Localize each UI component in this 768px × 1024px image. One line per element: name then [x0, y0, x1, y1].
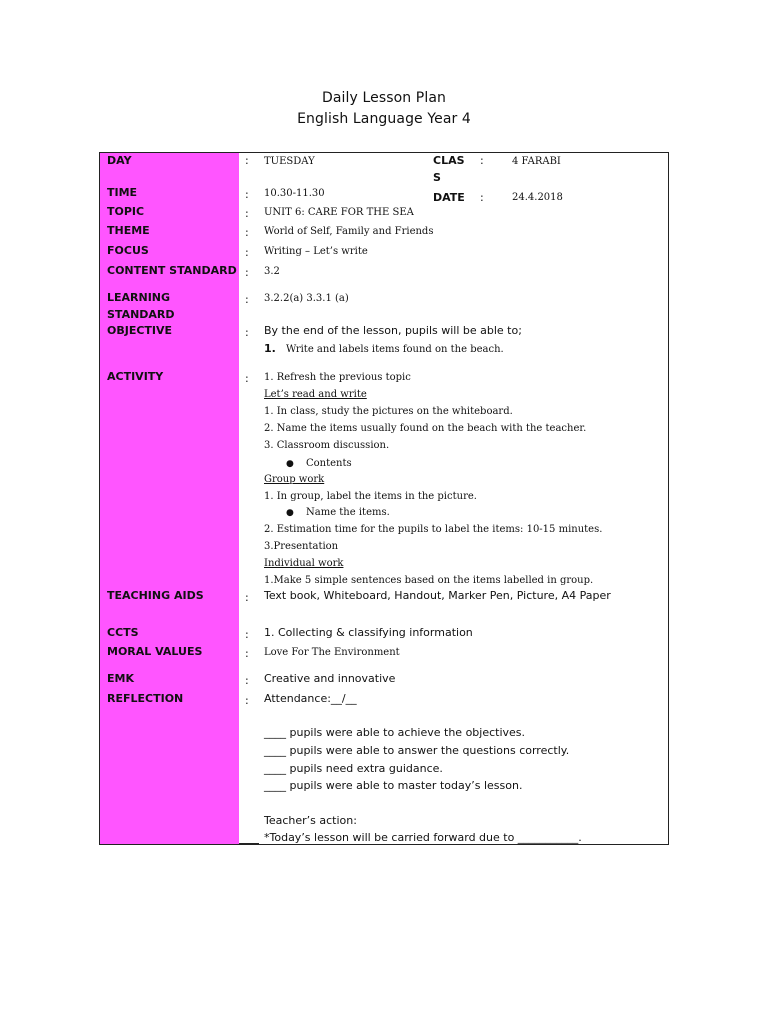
- activity-subheading: Let’s read and write: [264, 389, 367, 400]
- ccts-label: CCTS: [107, 626, 139, 639]
- focus-colon: :: [245, 246, 249, 259]
- activity-subheading: Individual work: [264, 558, 344, 569]
- objective-item: [264, 341, 504, 358]
- learning-standard-label-line1: LEARNING: [107, 291, 171, 304]
- document-title: Daily Lesson Plan: [321, 90, 446, 106]
- focus-label: FOCUS: [107, 244, 149, 257]
- date-label: DATE: [433, 191, 465, 204]
- topic-value: UNIT 6: CARE FOR THE SEA: [264, 207, 414, 218]
- activity-line: 1.Make 5 simple sentences based on the items labelled in group.: [264, 575, 594, 586]
- teacher-action-label: Teacher’s action:: [264, 814, 357, 827]
- activity-line: 2. Estimation time for the pupils to label the items: 10-15 minutes.: [264, 524, 603, 535]
- objective-item-number: 1.: [264, 342, 276, 355]
- activity-line: 2. Name the items usually found on the beach with the teacher.: [264, 423, 587, 434]
- activity-bullet-text: Name the items.: [306, 507, 390, 518]
- moral-values-label: MORAL VALUES: [107, 645, 203, 658]
- activity-colon: :: [245, 372, 249, 385]
- learning-standard-label-line2: STANDARD: [107, 308, 175, 321]
- class-label-line2: S: [433, 171, 441, 184]
- emk-value: Creative and innovative: [264, 672, 396, 685]
- theme-value: World of Self, Family and Friends: [264, 226, 434, 237]
- lesson-plan-table: [99, 152, 669, 845]
- learning-standard-value: 3.2.2(a) 3.3.1 (a): [264, 293, 349, 304]
- activity-subheading: Group work: [264, 474, 325, 485]
- objective-item-text: Write and labels items found on the beach.: [286, 344, 504, 355]
- emk-label: EMK: [107, 672, 134, 685]
- topic-colon: :: [245, 207, 249, 220]
- ccts-value: 1. Collecting & classifying information: [264, 626, 473, 639]
- objective-label: OBJECTIVE: [107, 324, 173, 337]
- carry-forward-text: *Today’s lesson will be carried forward due to ___________.: [264, 831, 582, 844]
- bullet-icon: ●: [286, 508, 294, 518]
- focus-value: Writing – Let’s write: [264, 246, 368, 257]
- activity-bullet: [286, 456, 352, 472]
- teaching-aids-label: TEACHING AIDS: [107, 589, 204, 602]
- reflection-line: ____ pupils were able to master today’s lesson.: [264, 779, 523, 792]
- moral-values-colon: :: [245, 647, 249, 660]
- theme-colon: :: [245, 226, 249, 239]
- activity-line: 1. In class, study the pictures on the whiteboard.: [264, 406, 513, 417]
- time-label: TIME: [107, 186, 138, 199]
- emk-colon: :: [245, 674, 249, 687]
- date-value: 24.4.2018: [512, 192, 563, 203]
- learning-standard-colon: :: [245, 293, 249, 306]
- activity-bullet-text: Contents: [306, 458, 352, 469]
- day-label: DAY: [107, 154, 132, 167]
- footer-rule: [239, 843, 259, 844]
- activity-line: 3. Classroom discussion.: [264, 440, 390, 451]
- teaching-aids-colon: :: [245, 591, 249, 604]
- activity-line: 1. In group, label the items in the picture.: [264, 491, 477, 502]
- class-label-line1: CLAS: [433, 154, 465, 167]
- attendance-text: Attendance:__/__: [264, 692, 357, 705]
- class-colon: :: [480, 154, 484, 167]
- objective-colon: :: [245, 326, 249, 339]
- teaching-aids-value: Text book, Whiteboard, Handout, Marker Pen, Picture, A4 Paper: [264, 589, 611, 602]
- date-colon: :: [480, 191, 484, 204]
- topic-label: TOPIC: [107, 205, 145, 218]
- reflection-line: ____ pupils need extra guidance.: [264, 762, 443, 775]
- reflection-colon: :: [245, 694, 249, 707]
- ccts-colon: :: [245, 628, 249, 641]
- time-colon: :: [245, 188, 249, 201]
- activity-line: 3.Presentation: [264, 541, 339, 552]
- reflection-label: REFLECTION: [107, 692, 184, 705]
- objective-intro: By the end of the lesson, pupils will be able to;: [264, 324, 522, 337]
- content-standard-value: 3.2: [264, 266, 280, 277]
- day-colon: :: [245, 154, 249, 167]
- moral-values-value: Love For The Environment: [264, 647, 400, 658]
- content-standard-colon: :: [245, 266, 249, 279]
- reflection-line: ____ pupils were able to achieve the objectives.: [264, 726, 526, 739]
- day-value: TUESDAY: [264, 156, 315, 167]
- class-value: 4 FARABI: [512, 156, 561, 167]
- activity-label: ACTIVITY: [107, 370, 164, 383]
- document-subtitle: English Language Year 4: [297, 111, 471, 127]
- bullet-icon: ●: [286, 459, 294, 469]
- content-standard-label: CONTENT STANDARD: [107, 264, 237, 277]
- activity-bullet: [286, 505, 390, 521]
- activity-line: 1. Refresh the previous topic: [264, 372, 411, 383]
- theme-label: THEME: [107, 224, 150, 237]
- time-value: 10.30-11.30: [264, 188, 325, 199]
- reflection-line: ____ pupils were able to answer the questions correctly.: [264, 744, 570, 757]
